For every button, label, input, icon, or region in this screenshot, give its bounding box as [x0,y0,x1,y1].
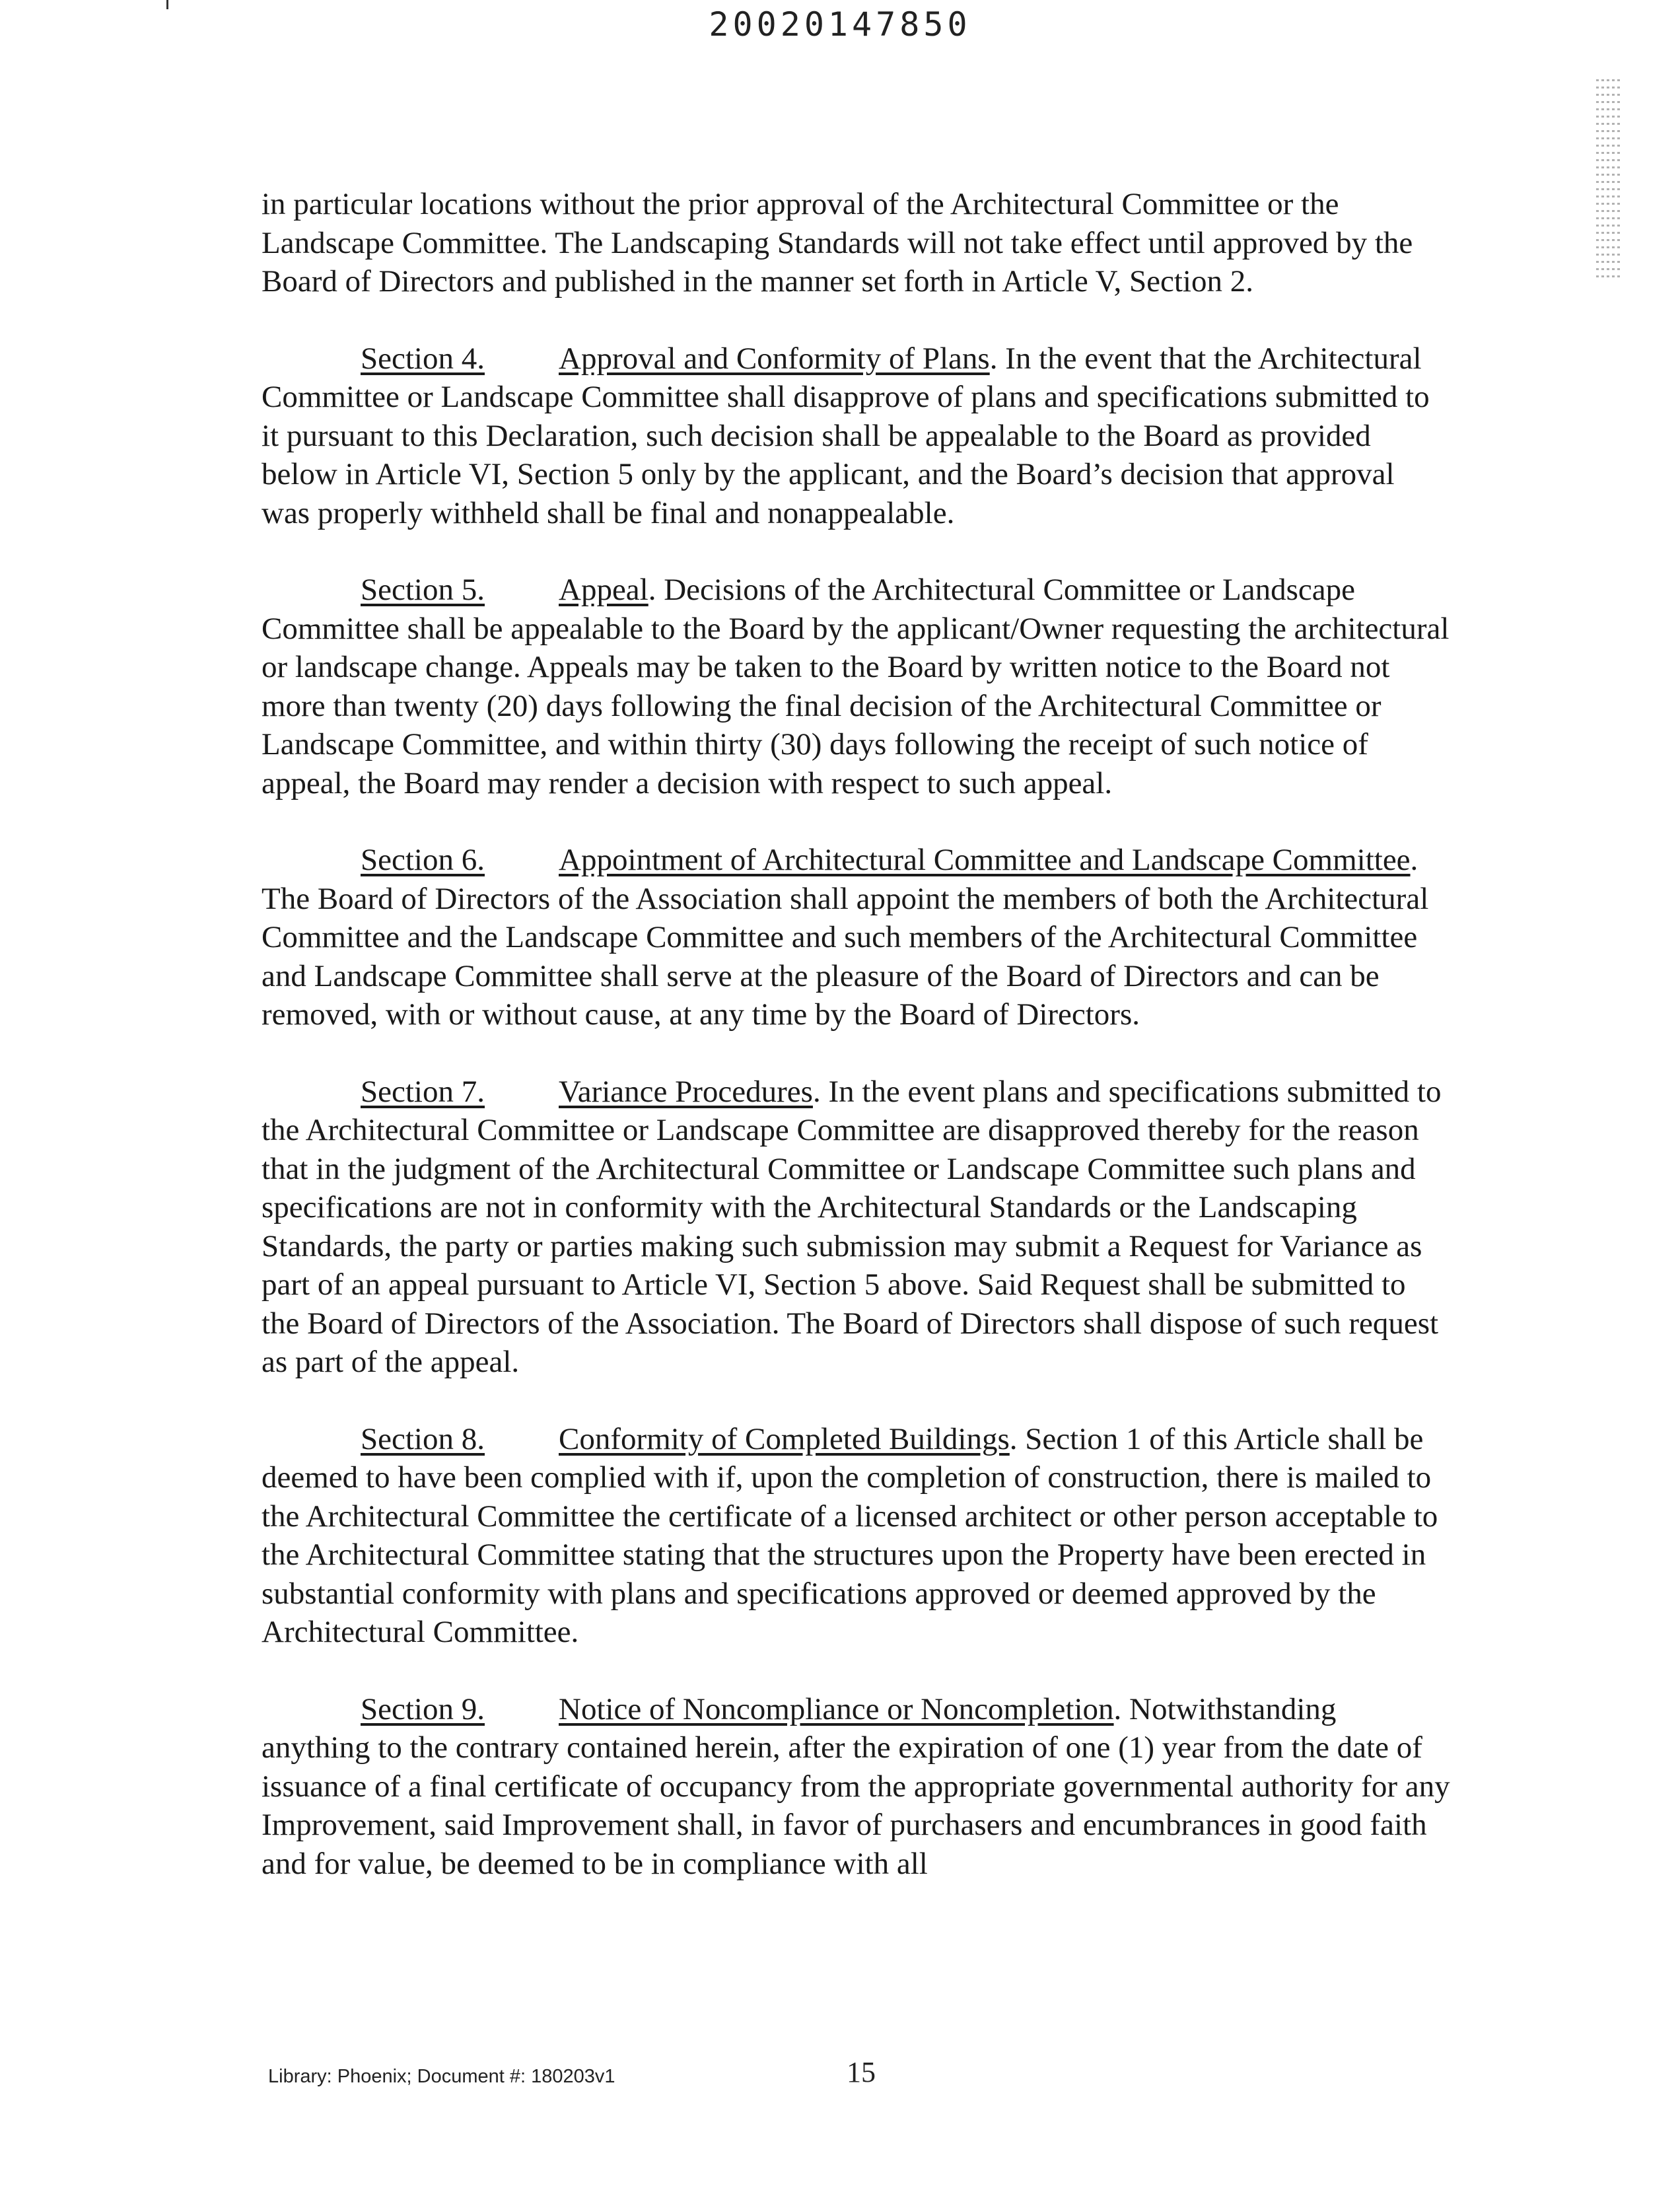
stamp-mark [1596,217,1623,219]
stamp-mark [1596,79,1623,81]
stamp-mark [1596,268,1623,270]
section-label: Section 7. [361,1074,485,1109]
section-label: Section 8. [361,1421,485,1456]
document-number: 20020147850 [709,5,971,44]
section-4 [262,339,1450,533]
stamp-mark [1596,188,1623,190]
stamp-mark [1596,254,1623,256]
stamp-mark [1596,195,1623,197]
section-title: Appointment of Architectural Committee and Landscape Committee [559,843,1411,877]
margin-stamp [1593,79,1626,304]
stamp-mark [1596,181,1623,183]
section-text: . In the event plans and specifications submitted to the Architectural Committee or Landscape Committee are disapproved thereby for the reason that in the judgment of the Architectural Committee or Landscape Committee such plans and specifications are not in conformity with the Architectural Standards or the Landscaping Standards, the party or parties making such submission may submit a Request for Variance as part of an appeal pursuant to Article VI, Section 5 above. Said Request shall be submitted to the Board of Directors of the Association. The Board of Directors shall dispose of such request as part of the appeal. [262,1074,1442,1379]
stamp-mark [1596,225,1623,227]
stamp-mark [1596,210,1623,212]
document-body [262,185,1450,1921]
stamp-mark [1596,94,1623,96]
section-text: . The Board of Directors of the Association shall appoint the members of both the Architectural Committee and the Landscape Committee and such members of the Architectural Committee and Landscape Committee shall serve at the pleasure of the Board of Directors and can be removed, with or without cause, at any time by the Board of Directors. [262,843,1429,1032]
stamp-mark [1596,203,1623,205]
stamp-mark [1596,174,1623,176]
section-text: . Decisions of the Architectural Committee or Landscape Committee shall be appealable to the Board by the applicant/Owner requesting the architectural or landscape change. Appeals may be taken to the Board by written notice to the Board not more than twenty (20) days following the final decision of the Architectural Committee or Landscape Committee, and within thirty (30) days following the receipt of such notice of appeal, the Board may render a decision with respect to such appeal. [262,573,1450,800]
section-title: Appeal [559,573,648,607]
section-title: Approval and Conformity of Plans [559,341,990,376]
section-label: Section 9. [361,1691,485,1726]
paragraph-text: in particular locations without the prior approval of the Architectural Committee or the Landscape Committee. The Landscaping Standards will not take effect until approved by the Board of Directors and published in the manner set forth in Article V, Section 2. [262,187,1413,299]
stamp-mark [1596,239,1623,241]
stamp-mark [1596,123,1623,125]
stamp-mark [1596,145,1623,147]
stamp-mark [1596,166,1623,168]
section-label: Section 4. [361,341,485,376]
stamp-mark [1596,101,1623,103]
stamp-mark [1596,246,1623,248]
stamp-mark [1596,275,1623,277]
paragraph-continuation [262,185,1450,301]
section-text: . In the event that the Architectural Committee or Landscape Committee shall disapprove of plans and specifications submitted to it pursuant to this Declaration, such decision shall be appealable to the Board as provided below in Article VI, Section 5 only by the applicant, and the Board’s decision that approval was properly withheld shall be final and nonappealable. [262,341,1430,530]
footer-library-id: Library: Phoenix; Document #: 180203v1 [268,2066,615,2087]
section-title: Variance Procedures [559,1074,813,1109]
section-5 [262,571,1450,802]
section-6 [262,841,1450,1034]
stamp-mark [1596,137,1623,139]
stamp-mark [1596,108,1623,110]
section-text: . Notwithstanding anything to the contrary contained herein, after the expiration of one (1) year from the date of issuance of a final certificate of occupancy from the appropriate governmental authority for any Improvement, said Improvement shall, in favor of purchasers and encumbrances in good faith and for value, be deemed to be in compliance with all [262,1691,1450,1881]
section-title: Conformity of Completed Buildings [559,1421,1010,1456]
stamp-mark [1596,87,1623,89]
stamp-mark [1596,152,1623,154]
stamp-mark [1596,130,1623,132]
stamp-mark [1596,159,1623,161]
section-text: . Section 1 of this Article shall be deemed to have been complied with if, upon the completion of construction, there is mailed to the Architectural Committee the certificate of a licensed architect or other person acceptable to the Architectural Committee stating that the structures upon the Property have been erected in substantial conformity with plans and specifications approved or deemed approved by the Architectural Committee. [262,1421,1438,1649]
section-label: Section 5. [361,573,485,607]
section-7 [262,1073,1450,1382]
section-title: Notice of Noncompliance or Noncompletion [559,1691,1114,1726]
page-number: 15 [847,2056,876,2088]
section-9 [262,1690,1450,1884]
section-8 [262,1420,1450,1652]
section-label: Section 6. [361,843,485,877]
stamp-mark [1596,261,1623,263]
stamp-mark [1596,116,1623,118]
stamp-mark [1596,232,1623,234]
